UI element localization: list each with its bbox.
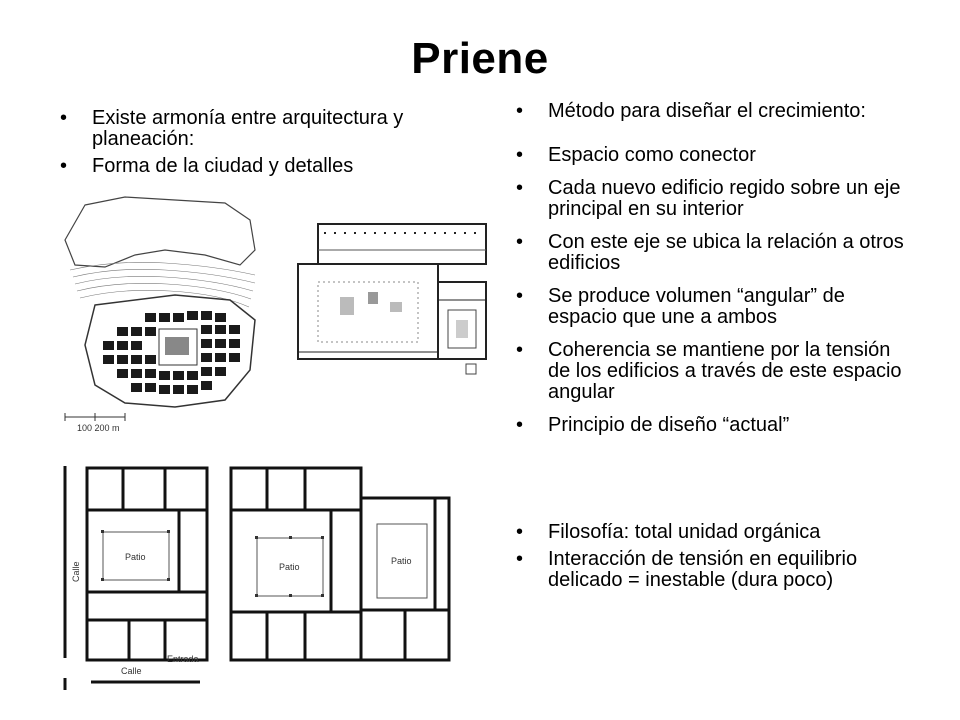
right-bullet-item: • Coherencia se mantiene por la tensión de los edificios a través de este espacio angular	[516, 340, 916, 403]
scale-label: 100 200 m	[77, 423, 120, 433]
left-bullet-list	[60, 108, 460, 183]
right-bullet-item: • Espacio como conector	[516, 145, 916, 166]
right-bullet-item: • Método para diseñar el crecimiento:	[516, 101, 916, 122]
right-bullet-item: • Se produce volumen “angular” de espacio que une a ambos	[516, 286, 916, 328]
patio-label: Patio	[125, 552, 146, 562]
street-label: Calle	[121, 666, 142, 676]
street-label: Calle	[71, 561, 81, 582]
left-bullet-item: • Existe armonía entre arquitectura y planeación:	[60, 108, 460, 150]
entrance-label: Entrada	[167, 654, 199, 664]
patio-label: Patio	[391, 556, 412, 566]
city-plan-image	[55, 195, 265, 435]
slide-title: Priene	[411, 34, 549, 83]
house-plans-image	[55, 462, 485, 692]
left-bullet-item: • Forma de la ciudad y detalles	[60, 156, 460, 177]
agora-plan-image	[290, 222, 490, 382]
right-bullet-list	[516, 101, 916, 603]
right-bullet-item: • Filosofía: total unidad orgánica	[516, 522, 916, 543]
right-bullet-item: • Cada nuevo edificio regido sobre un eje principal en su interior	[516, 178, 916, 220]
right-bullet-item: • Interacción de tensión en equilibrio delicado = inestable (dura poco)	[516, 549, 916, 591]
patio-label: Patio	[279, 562, 300, 572]
right-bullet-item: • Principio de diseño “actual”	[516, 415, 916, 436]
right-bullet-item: • Con este eje se ubica la relación a otros edificios	[516, 232, 916, 274]
